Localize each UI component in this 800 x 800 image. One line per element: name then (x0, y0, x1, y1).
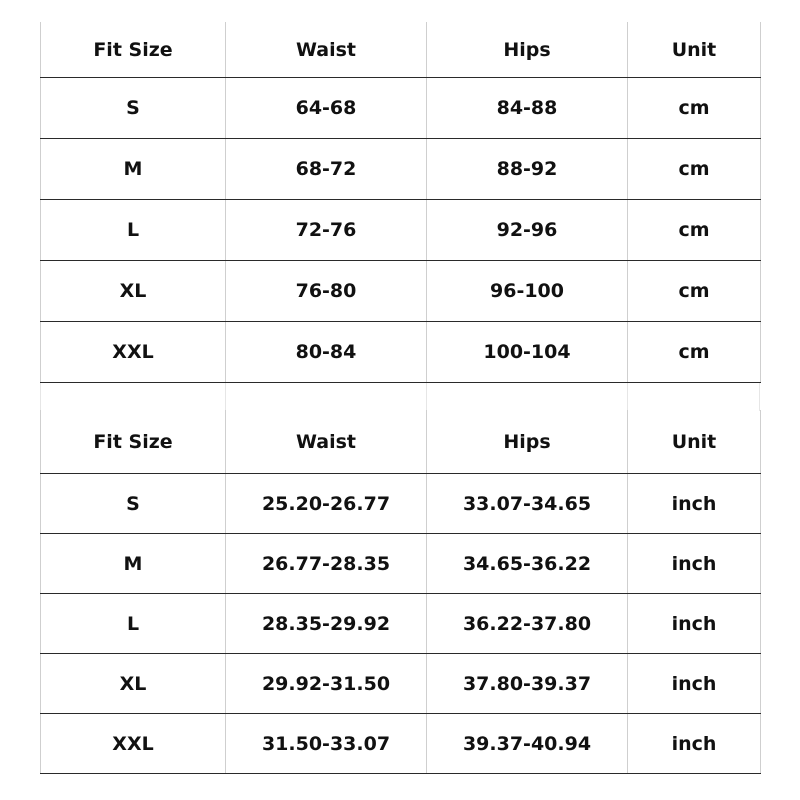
header-unit: Unit (628, 22, 761, 78)
cell-fit-size: M (41, 534, 226, 594)
header-hips: Hips (427, 22, 628, 78)
cell-unit: inch (628, 474, 761, 534)
header-waist: Waist (226, 410, 427, 474)
cell-unit: inch (628, 654, 761, 714)
cell-waist: 76-80 (226, 261, 427, 322)
table-row (41, 322, 761, 383)
table-row (41, 654, 761, 714)
table-row (41, 534, 761, 594)
cell-unit: cm (628, 139, 761, 200)
cell-unit: cm (628, 322, 761, 383)
cell-fit-size: XL (41, 654, 226, 714)
cell-hips: 92-96 (427, 200, 628, 261)
table-header-row (41, 410, 761, 474)
spacer-gridline (426, 383, 427, 411)
cell-fit-size: L (41, 200, 226, 261)
table-row (41, 474, 761, 534)
header-waist: Waist (226, 22, 427, 78)
spacer-gridline (40, 383, 41, 411)
cell-unit: cm (628, 200, 761, 261)
cell-hips: 96-100 (427, 261, 628, 322)
size-chart-inch-table (40, 410, 761, 774)
cell-fit-size: L (41, 594, 226, 654)
table-spacer (40, 383, 760, 411)
size-chart-cm-table (40, 22, 761, 383)
cell-unit: inch (628, 534, 761, 594)
cell-waist: 29.92-31.50 (226, 654, 427, 714)
header-fit-size: Fit Size (41, 410, 226, 474)
cell-hips: 37.80-39.37 (427, 654, 628, 714)
cell-hips: 88-92 (427, 139, 628, 200)
cell-hips: 84-88 (427, 78, 628, 139)
table-row (41, 261, 761, 322)
cell-waist: 25.20-26.77 (226, 474, 427, 534)
cell-fit-size: S (41, 474, 226, 534)
cell-unit: inch (628, 594, 761, 654)
cell-waist: 68-72 (226, 139, 427, 200)
table-row (41, 714, 761, 774)
cell-unit: inch (628, 714, 761, 774)
cell-waist: 72-76 (226, 200, 427, 261)
cell-fit-size: XXL (41, 322, 226, 383)
cell-waist: 28.35-29.92 (226, 594, 427, 654)
cell-unit: cm (628, 78, 761, 139)
spacer-gridline (627, 383, 628, 411)
table-row (41, 78, 761, 139)
table-row (41, 200, 761, 261)
cell-waist: 64-68 (226, 78, 427, 139)
header-unit: Unit (628, 410, 761, 474)
cell-fit-size: M (41, 139, 226, 200)
header-hips: Hips (427, 410, 628, 474)
spacer-gridline (759, 383, 760, 411)
cell-waist: 80-84 (226, 322, 427, 383)
cell-fit-size: XL (41, 261, 226, 322)
cell-hips: 39.37-40.94 (427, 714, 628, 774)
cell-waist: 31.50-33.07 (226, 714, 427, 774)
cell-unit: cm (628, 261, 761, 322)
table-row (41, 594, 761, 654)
cell-fit-size: XXL (41, 714, 226, 774)
spacer-gridline (225, 383, 226, 411)
cell-waist: 26.77-28.35 (226, 534, 427, 594)
cell-hips: 34.65-36.22 (427, 534, 628, 594)
cell-hips: 36.22-37.80 (427, 594, 628, 654)
table-row (41, 139, 761, 200)
cell-fit-size: S (41, 78, 226, 139)
cell-hips: 33.07-34.65 (427, 474, 628, 534)
cell-hips: 100-104 (427, 322, 628, 383)
table-header-row (41, 22, 761, 78)
header-fit-size: Fit Size (41, 22, 226, 78)
